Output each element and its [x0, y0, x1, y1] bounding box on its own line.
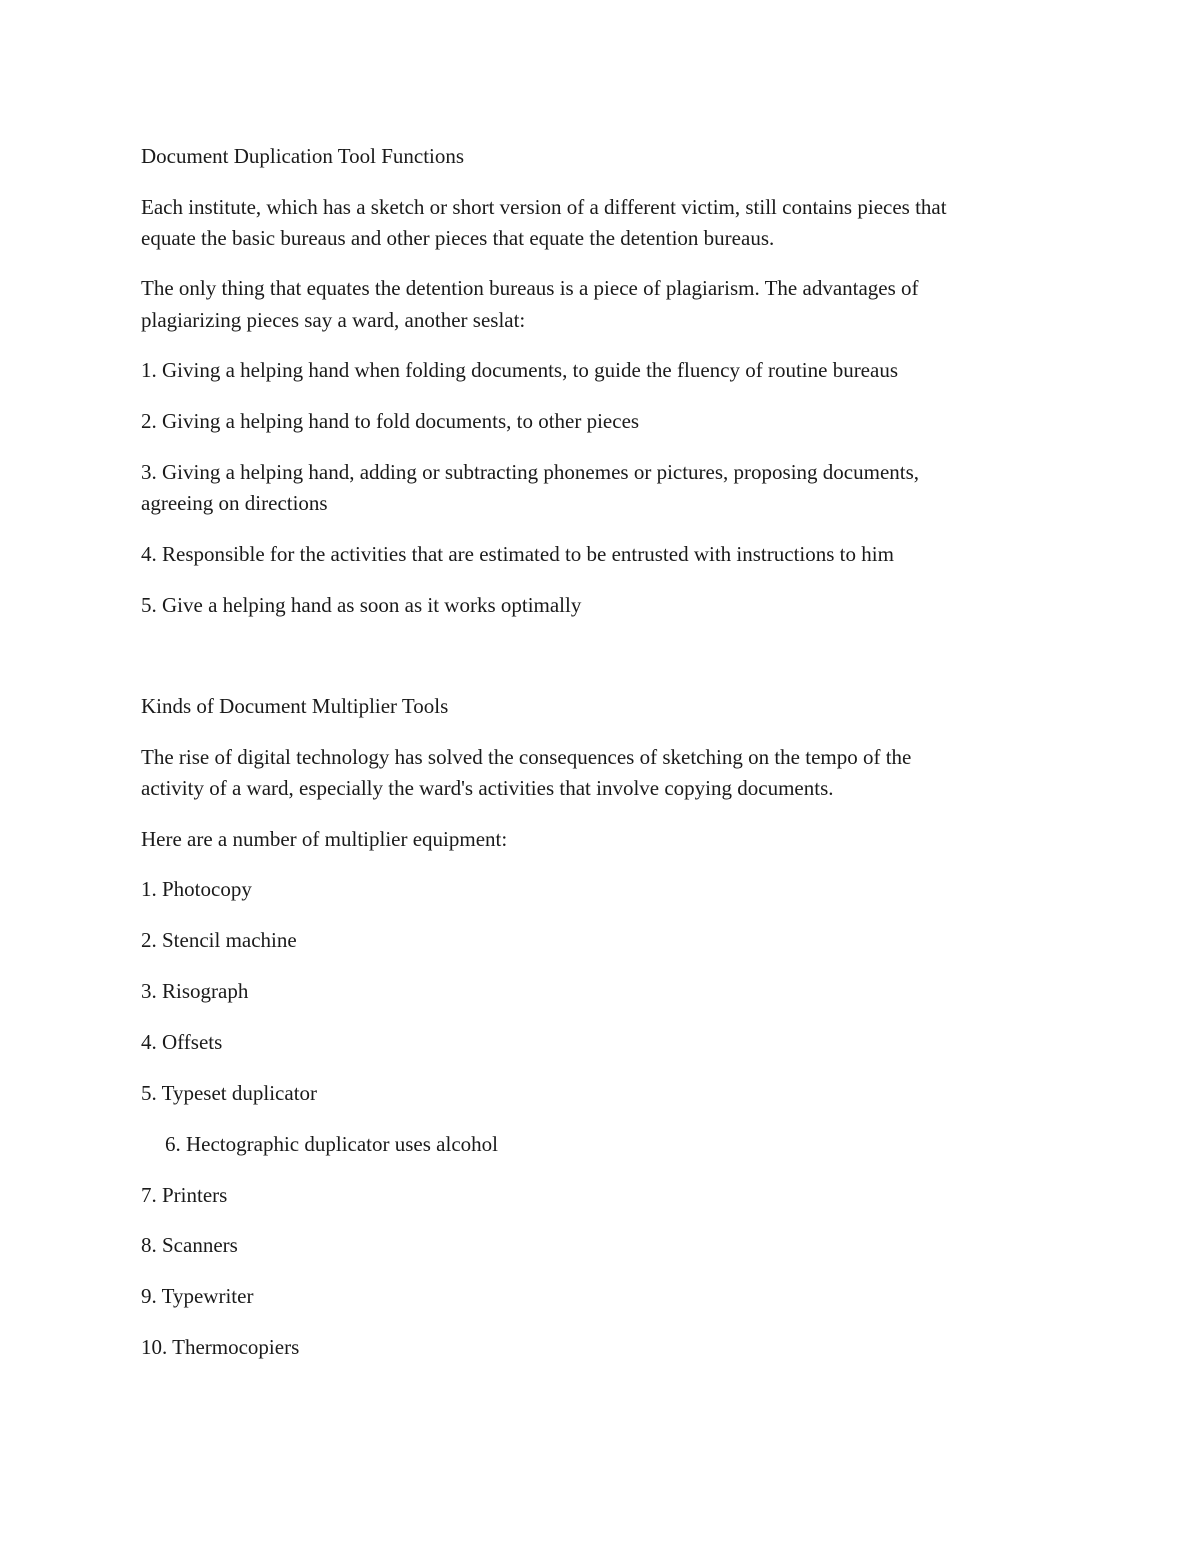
list-item: 8. Scanners — [141, 1233, 238, 1257]
list-item: 2. Stencil machine — [141, 928, 297, 952]
list-item-continuation: agreeing on directions — [141, 491, 328, 515]
list-item: 9. Typewriter — [141, 1284, 254, 1308]
paragraph-line: plagiarizing pieces say a ward, another seslat: — [141, 308, 526, 332]
paragraph-line: Each institute, which has a sketch or short version of a different victim, still contains pieces that — [141, 195, 947, 219]
section-heading-kinds: Kinds of Document Multiplier Tools — [141, 694, 449, 718]
list-item: 3. Giving a helping hand, adding or subtracting phonemes or pictures, proposing documents, — [141, 460, 920, 484]
list-item: 3. Risograph — [141, 979, 249, 1003]
list-item: 1. Giving a helping hand when folding documents, to guide the fluency of routine bureaus — [141, 358, 898, 382]
paragraph-line: The rise of digital technology has solved the consequences of sketching on the tempo of the — [141, 745, 912, 769]
list-item: 5. Give a helping hand as soon as it works optimally — [141, 593, 582, 617]
paragraph-line: activity of a ward, especially the ward's activities that involve copying documents. — [141, 776, 834, 800]
paragraph-line: Here are a number of multiplier equipment: — [141, 827, 508, 851]
list-item: 1. Photocopy — [141, 877, 252, 901]
list-item: 10. Thermocopiers — [141, 1335, 300, 1359]
list-item: 2. Giving a helping hand to fold documents, to other pieces — [141, 409, 640, 433]
list-item: 5. Typeset duplicator — [141, 1081, 318, 1105]
section-heading-functions: Document Duplication Tool Functions — [141, 144, 465, 168]
list-item: 7. Printers — [141, 1183, 228, 1207]
list-item: 4. Offsets — [141, 1030, 223, 1054]
paragraph-line: equate the basic bureaus and other pieces that equate the detention bureaus. — [141, 226, 775, 250]
list-item: 6. Hectographic duplicator uses alcohol — [165, 1132, 498, 1156]
list-item: 4. Responsible for the activities that are estimated to be entrusted with instructions to him — [141, 542, 894, 566]
paragraph-line: The only thing that equates the detention bureaus is a piece of plagiarism. The advantages of — [141, 276, 919, 300]
